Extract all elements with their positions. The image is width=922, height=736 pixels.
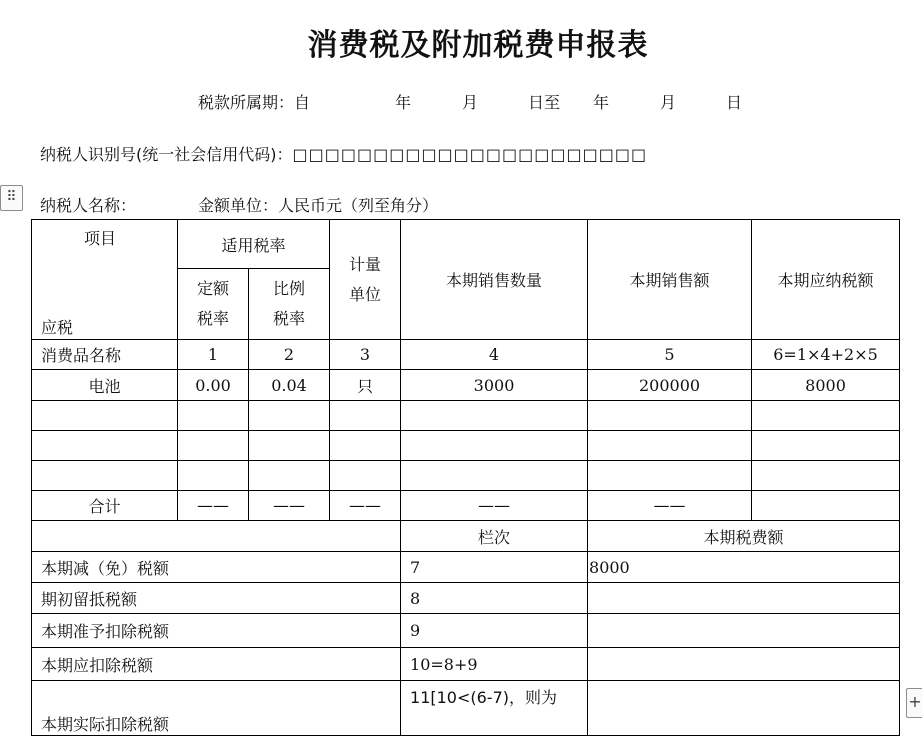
- deduction-label: 期初留抵税额: [32, 583, 401, 614]
- form-title: 消费税及附加税费申报表: [307, 28, 649, 63]
- tax-period-line: [0, 90, 922, 112]
- item-header-mid: 应税: [41, 318, 74, 337]
- declaration-table: [31, 219, 900, 736]
- table-row: [32, 614, 900, 648]
- lower-header-row: [32, 521, 900, 552]
- taxpayer-name-label: 纳税人名称：: [40, 196, 137, 215]
- col-index-6: 6=1×4+2×5: [752, 340, 900, 370]
- item-header-bottom: 消费品名称: [32, 340, 178, 370]
- product-name-cell[interactable]: [32, 461, 178, 491]
- sales-qty-cell[interactable]: [401, 401, 588, 431]
- total-row: [32, 491, 900, 521]
- tax-due-cell[interactable]: [752, 461, 900, 491]
- period-tax-amount-cell[interactable]: [588, 614, 900, 648]
- ratio-rate-cell[interactable]: [249, 461, 330, 491]
- sales-amount-cell[interactable]: 200000: [588, 370, 752, 401]
- sales-qty-cell[interactable]: [401, 431, 588, 461]
- table-row: [32, 648, 900, 681]
- total-ratio-rate: ——: [249, 491, 330, 521]
- unit-cell[interactable]: [330, 461, 401, 491]
- tax-due-header: 本期应纳税额: [752, 220, 900, 340]
- col-index-5: 5: [588, 340, 752, 370]
- period-tax-amount-cell[interactable]: [588, 648, 900, 681]
- ratio-rate-cell[interactable]: [249, 431, 330, 461]
- sales-amount-cell[interactable]: [588, 461, 752, 491]
- tax-due-cell[interactable]: [752, 431, 900, 461]
- table-row: [32, 461, 900, 491]
- product-name-cell[interactable]: [32, 431, 178, 461]
- fixed-rate-cell[interactable]: [178, 461, 249, 491]
- col-index-2: 2: [249, 340, 330, 370]
- table-row: [32, 552, 900, 583]
- period-day-end: 日: [726, 93, 743, 112]
- column-number-header: 栏次: [401, 521, 588, 552]
- product-name-cell[interactable]: [32, 401, 178, 431]
- column-number-cell: 10=8+9: [401, 648, 588, 681]
- deduction-label: 本期减（免）税额: [32, 552, 401, 583]
- period-day-to: 日至: [528, 93, 561, 112]
- fixed-rate-cell[interactable]: 0.00: [178, 370, 249, 401]
- taxpayer-id-boxes[interactable]: □□□□□□□□□□□□□□□□□□□□□□: [292, 145, 648, 164]
- rate-group-header: 适用税率: [178, 220, 330, 269]
- fixed-rate-header: 定额 税率: [178, 269, 249, 340]
- table-move-handle-icon[interactable]: ⠿: [0, 185, 23, 211]
- table-row: [32, 401, 900, 431]
- column-number-cell: 9: [401, 614, 588, 648]
- unit-cell[interactable]: [330, 401, 401, 431]
- unit-header: 计量 单位: [330, 220, 401, 340]
- deduction-label: 本期实际扣除税额: [32, 681, 401, 736]
- tax-due-cell[interactable]: 8000: [752, 370, 900, 401]
- product-name-cell[interactable]: 电池: [32, 370, 178, 401]
- column-number-cell: 11[10<(6-7)，则为: [401, 681, 588, 736]
- deduction-label: 本期准予扣除税额: [32, 614, 401, 648]
- fixed-rate-cell[interactable]: [178, 401, 249, 431]
- column-number-cell: 7: [401, 552, 588, 583]
- total-qty: ——: [401, 491, 588, 521]
- sales-amount-header: 本期销售额: [588, 220, 752, 340]
- sales-qty-cell[interactable]: [401, 461, 588, 491]
- col-index-4: 4: [401, 340, 588, 370]
- unit-cell[interactable]: [330, 431, 401, 461]
- sales-amount-cell[interactable]: [588, 431, 752, 461]
- lower-header-blank: [32, 521, 401, 552]
- period-year-to: 年: [593, 93, 610, 112]
- total-label: 合计: [32, 491, 178, 521]
- add-row-plus-icon[interactable]: +: [906, 688, 922, 718]
- fixed-rate-cell[interactable]: [178, 431, 249, 461]
- col-index-1: 1: [178, 340, 249, 370]
- item-header-top: 项目: [84, 229, 117, 248]
- period-tax-amount-cell[interactable]: [588, 681, 900, 736]
- taxpayer-id-label: 纳税人识别号(统一社会信用代码)：: [40, 145, 293, 164]
- unit-cell[interactable]: 只: [330, 370, 401, 401]
- period-tax-header: 本期税费额: [588, 521, 900, 552]
- total-unit: ——: [330, 491, 401, 521]
- period-tax-amount-cell[interactable]: [588, 583, 900, 614]
- ratio-rate-cell[interactable]: [249, 401, 330, 431]
- taxpayer-id-line: [40, 142, 647, 165]
- table-row: [32, 431, 900, 461]
- sales-amount-cell[interactable]: [588, 401, 752, 431]
- ratio-rate-cell[interactable]: 0.04: [249, 370, 330, 401]
- tax-due-cell[interactable]: [752, 401, 900, 431]
- total-amount: ——: [588, 491, 752, 521]
- total-fixed-rate: ——: [178, 491, 249, 521]
- sales-qty-cell[interactable]: 3000: [401, 370, 588, 401]
- table-row: [32, 681, 900, 736]
- taxpayer-name-line: [40, 193, 740, 215]
- item-header-cell: [32, 220, 178, 340]
- sales-qty-header: 本期销售数量: [401, 220, 588, 340]
- period-month-to: 月: [660, 93, 677, 112]
- col-index-3: 3: [330, 340, 401, 370]
- period-label: 税款所属期：自: [198, 93, 311, 112]
- deduction-label: 本期应扣除税额: [32, 648, 401, 681]
- total-tax[interactable]: [752, 491, 900, 521]
- period-tax-amount-cell[interactable]: 8000: [588, 552, 900, 583]
- period-month-from: 月: [462, 93, 479, 112]
- table-row: [32, 370, 900, 401]
- column-number-cell: 8: [401, 583, 588, 614]
- period-year-from: 年: [395, 93, 412, 112]
- ratio-rate-header: 比例 税率: [249, 269, 330, 340]
- table-row: [32, 583, 900, 614]
- amount-unit-label: 金额单位：人民币元（列至角分）: [198, 196, 439, 215]
